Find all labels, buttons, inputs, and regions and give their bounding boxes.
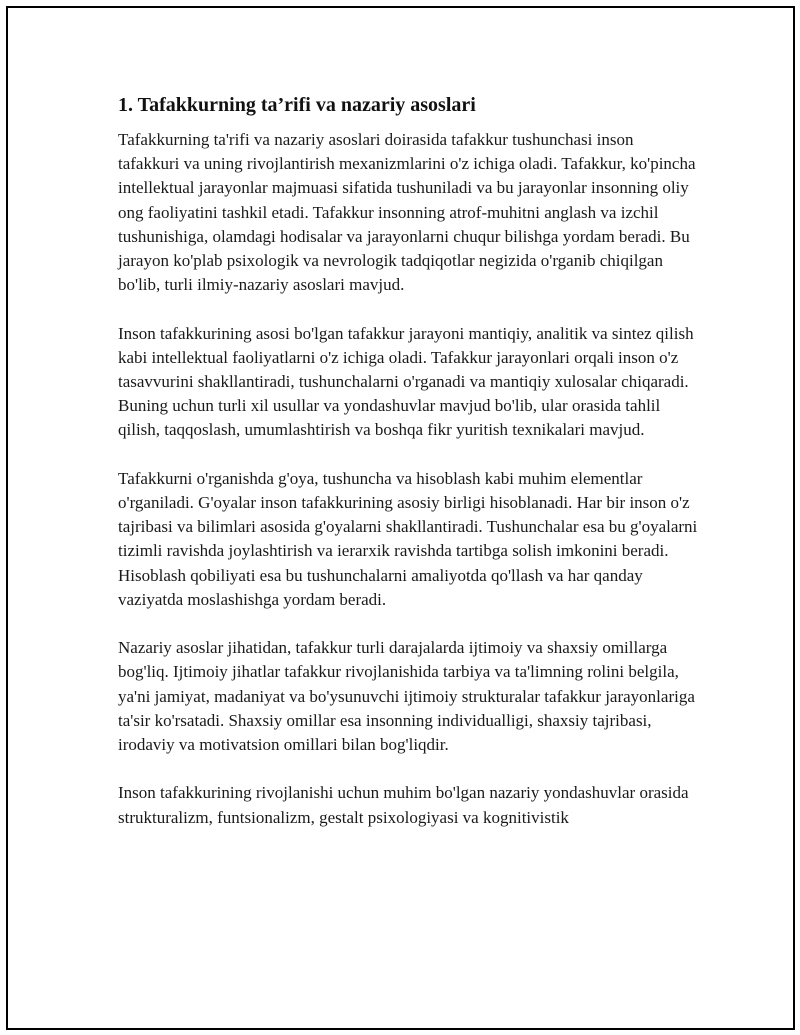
- section-heading: 1. Tafakkurning ta’rifi va nazariy asoslari: [118, 94, 476, 116]
- paragraph-definition: Tafakkurning ta'rifi va nazariy asoslari doirasida tafakkur tushunchasi inson tafakkuri va uning rivojlantirish mexanizmlarini o'z ichiga oladi. Tafakkur, ko'pincha intellektual jarayonlar majmuasi sifatida tushuniladi va bu jarayonlar insonning oliy ong faoliyatini tashkil etadi. Tafakkur insonning atrof-muhitni anglash va izchil tushunishiga, olamdagi hodisalar va jarayonlarni chuqur bilishga yordam beradi. Bu jarayon ko'plab psixologik va nevrologik tadqiqotlar negizida o'rganib chiqilgan bo'lib, turli ilmiy-nazariy asoslari mavjud.: [118, 130, 696, 295]
- paragraph-elements: Tafakkurni o'rganishda g'oya, tushuncha va hisoblash kabi muhim elementlar o'rganiladi. G'oyalar inson tafakkurining asosiy birligi hisoblanadi. Har bir inson o'z tajribasi va bilimlari asosida g'oyalarni shakllantiradi. Tushunchalar esa bu g'oyalarni tizimli ravishda joylashtirish va ierarxik ravishda tartibga solish imkonini beradi. Hisoblash qobiliyati esa bu tushunchalarni amaliyotda qo'llash va har qanday vaziyatda moslashishga yordam beradi.: [118, 468, 698, 609]
- paragraph-approaches: Inson tafakkurining rivojlanishi uchun muhim bo'lgan nazariy yondashuvlar orasida strukturalizm, funtsionalizm, gestalt psixologiyasi va kognitivistik: [118, 783, 689, 827]
- paragraph-factors: Nazariy asoslar jihatidan, tafakkur turli darajalarda ijtimoiy va shaxsiy omillarga bog'liq. Ijtimoiy jihatlar tafakkur rivojlanishida tarbiya va ta'limning rolini belgila, ya'ni jamiyat, madaniyat va bo'ysunuvchi ijtimoiy strukturalar tafakkur jarayonlariga ta'sir ko'rsatadi. Shaxsiy omillar esa insonning individualligi, shaxsiy tajribasi, irodaviy va motivatsion omillari bilan bog'liqdir.: [118, 638, 695, 755]
- document-body: [118, 92, 698, 854]
- paragraph-process: Inson tafakkurining asosi bo'lgan tafakkur jarayoni mantiqiy, analitik va sintez qilish kabi intellektual faoliyatlarni o'z ichiga oladi. Tafakkur jarayonlari orqali inson o'z tasavvurini shakllantiradi, tushunchalarni o'rganadi va mantiqiy xulosalar chiqaradi. Buning uchun turli xil usullar va yondashuvlar mavjud bo'lib, ular orasida tahlil qilish, taqqoslash, umumlashtirish va boshqa fikr yuritish texnikalari mavjud.: [118, 323, 694, 440]
